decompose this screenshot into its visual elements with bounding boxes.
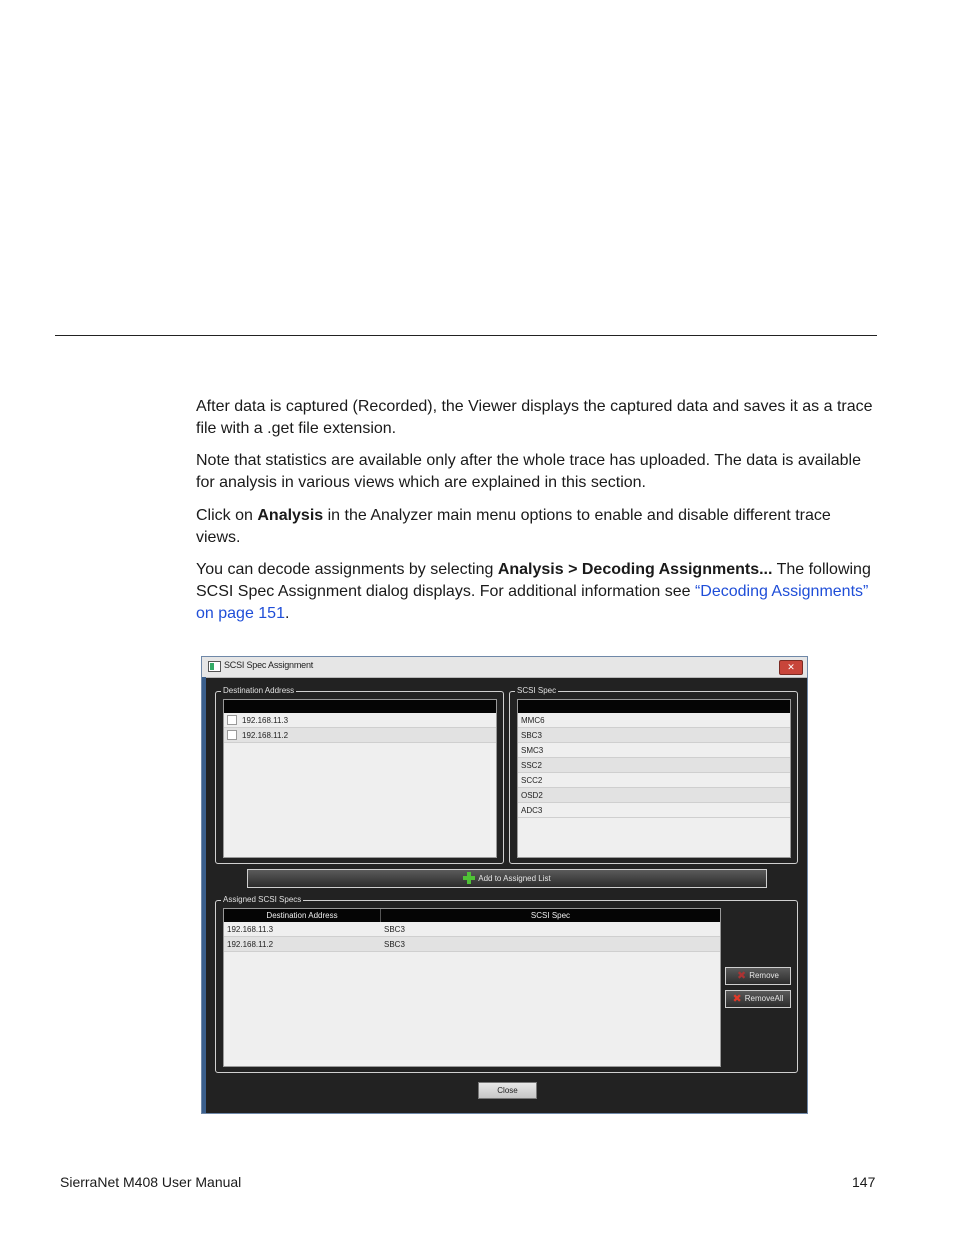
group-label: SCSI Spec bbox=[517, 686, 557, 695]
bold-term: Analysis bbox=[257, 507, 324, 524]
destination-address-group bbox=[215, 686, 504, 864]
assigned-scsi-specs-group bbox=[215, 895, 798, 1073]
group-label: Destination Address bbox=[223, 686, 295, 695]
cell-destination: 192.168.11.2 bbox=[227, 940, 274, 949]
list-item[interactable]: OSD2 bbox=[518, 788, 790, 803]
assigned-specs-table[interactable] bbox=[223, 908, 721, 1067]
close-icon[interactable]: ✕ bbox=[779, 660, 803, 675]
remove-button[interactable] bbox=[725, 967, 791, 985]
dialog-title: SCSI Spec Assignment bbox=[224, 660, 314, 670]
scsi-spec-list[interactable] bbox=[517, 699, 791, 858]
plus-icon bbox=[463, 872, 475, 884]
remove-all-icon: ✖ bbox=[732, 993, 742, 1005]
window-edge bbox=[202, 677, 206, 1113]
cell-scsi-spec: SBC3 bbox=[384, 925, 405, 934]
checkbox[interactable] bbox=[227, 715, 237, 725]
list-item[interactable]: ADC3 bbox=[518, 803, 790, 818]
add-to-assigned-list-button[interactable] bbox=[247, 869, 767, 888]
list-item-label: 192.168.11.2 bbox=[242, 731, 289, 740]
list-header bbox=[518, 700, 790, 713]
paragraph-statistics bbox=[196, 450, 876, 494]
table-row[interactable] bbox=[224, 937, 720, 952]
list-header bbox=[224, 700, 496, 713]
paragraph-decoding bbox=[196, 559, 876, 625]
text-span: Click on bbox=[196, 507, 258, 524]
scsi-spec-assignment-dialog bbox=[201, 656, 808, 1114]
list-item[interactable] bbox=[224, 728, 496, 743]
cross-reference-link[interactable]: “Decoding Assignments” on page 151 bbox=[196, 583, 869, 622]
paragraph-text: After data is captured (Recorded), the Viewer displays the captured data and saves it as a trace file with a .get file extension. bbox=[196, 398, 873, 437]
destination-address-list[interactable] bbox=[223, 699, 497, 858]
list-item[interactable] bbox=[224, 713, 496, 728]
bold-term: Analysis > Decoding Assignments... bbox=[497, 561, 773, 578]
list-item-label: 192.168.11.3 bbox=[242, 716, 289, 725]
button-label: Add to Assigned List bbox=[478, 874, 551, 883]
close-button[interactable]: Close bbox=[478, 1082, 537, 1099]
text-span: The following SCSI Spec Assignment dialog displays. For additional information see bbox=[196, 561, 871, 600]
checkbox[interactable] bbox=[227, 730, 237, 740]
section-divider bbox=[55, 335, 877, 336]
remove-icon: ✖ bbox=[736, 970, 747, 982]
remove-all-button[interactable] bbox=[725, 990, 791, 1008]
page-number: 147 bbox=[852, 1174, 876, 1190]
paragraph-intro bbox=[196, 396, 876, 440]
table-header bbox=[224, 909, 720, 922]
text-span: in the Analyzer main menu options to enable and disable different trace views. bbox=[196, 507, 831, 546]
button-label: RemoveAll bbox=[744, 994, 784, 1004]
text-span: . bbox=[284, 605, 290, 622]
footer-manual-title: SierraNet M408 User Manual bbox=[60, 1174, 242, 1190]
list-item[interactable]: SCC2 bbox=[518, 773, 790, 788]
column-header-destination[interactable]: Destination Address bbox=[224, 909, 381, 922]
text-span: You can decode assignments by selecting bbox=[196, 561, 498, 578]
column-header-scsi-spec[interactable]: SCSI Spec bbox=[530, 911, 571, 920]
dialog-titlebar bbox=[202, 657, 807, 678]
paragraph-text: Note that statistics are available only after the whole trace has uploaded. The data is available for analysis in various views which are explained in this section. bbox=[196, 452, 861, 491]
list-item[interactable]: SSC2 bbox=[518, 758, 790, 773]
group-label: Assigned SCSI Specs bbox=[223, 895, 302, 904]
button-label: Remove bbox=[749, 971, 779, 981]
cell-destination: 192.168.11.3 bbox=[227, 925, 274, 934]
list-item[interactable]: SBC3 bbox=[518, 728, 790, 743]
scsi-spec-group bbox=[509, 686, 798, 864]
table-row[interactable] bbox=[224, 922, 720, 937]
window-icon bbox=[208, 661, 221, 672]
list-item[interactable]: MMC6 bbox=[518, 713, 790, 728]
cell-scsi-spec: SBC3 bbox=[384, 940, 405, 949]
paragraph-analysis-menu bbox=[196, 505, 876, 549]
list-item[interactable]: SMC3 bbox=[518, 743, 790, 758]
